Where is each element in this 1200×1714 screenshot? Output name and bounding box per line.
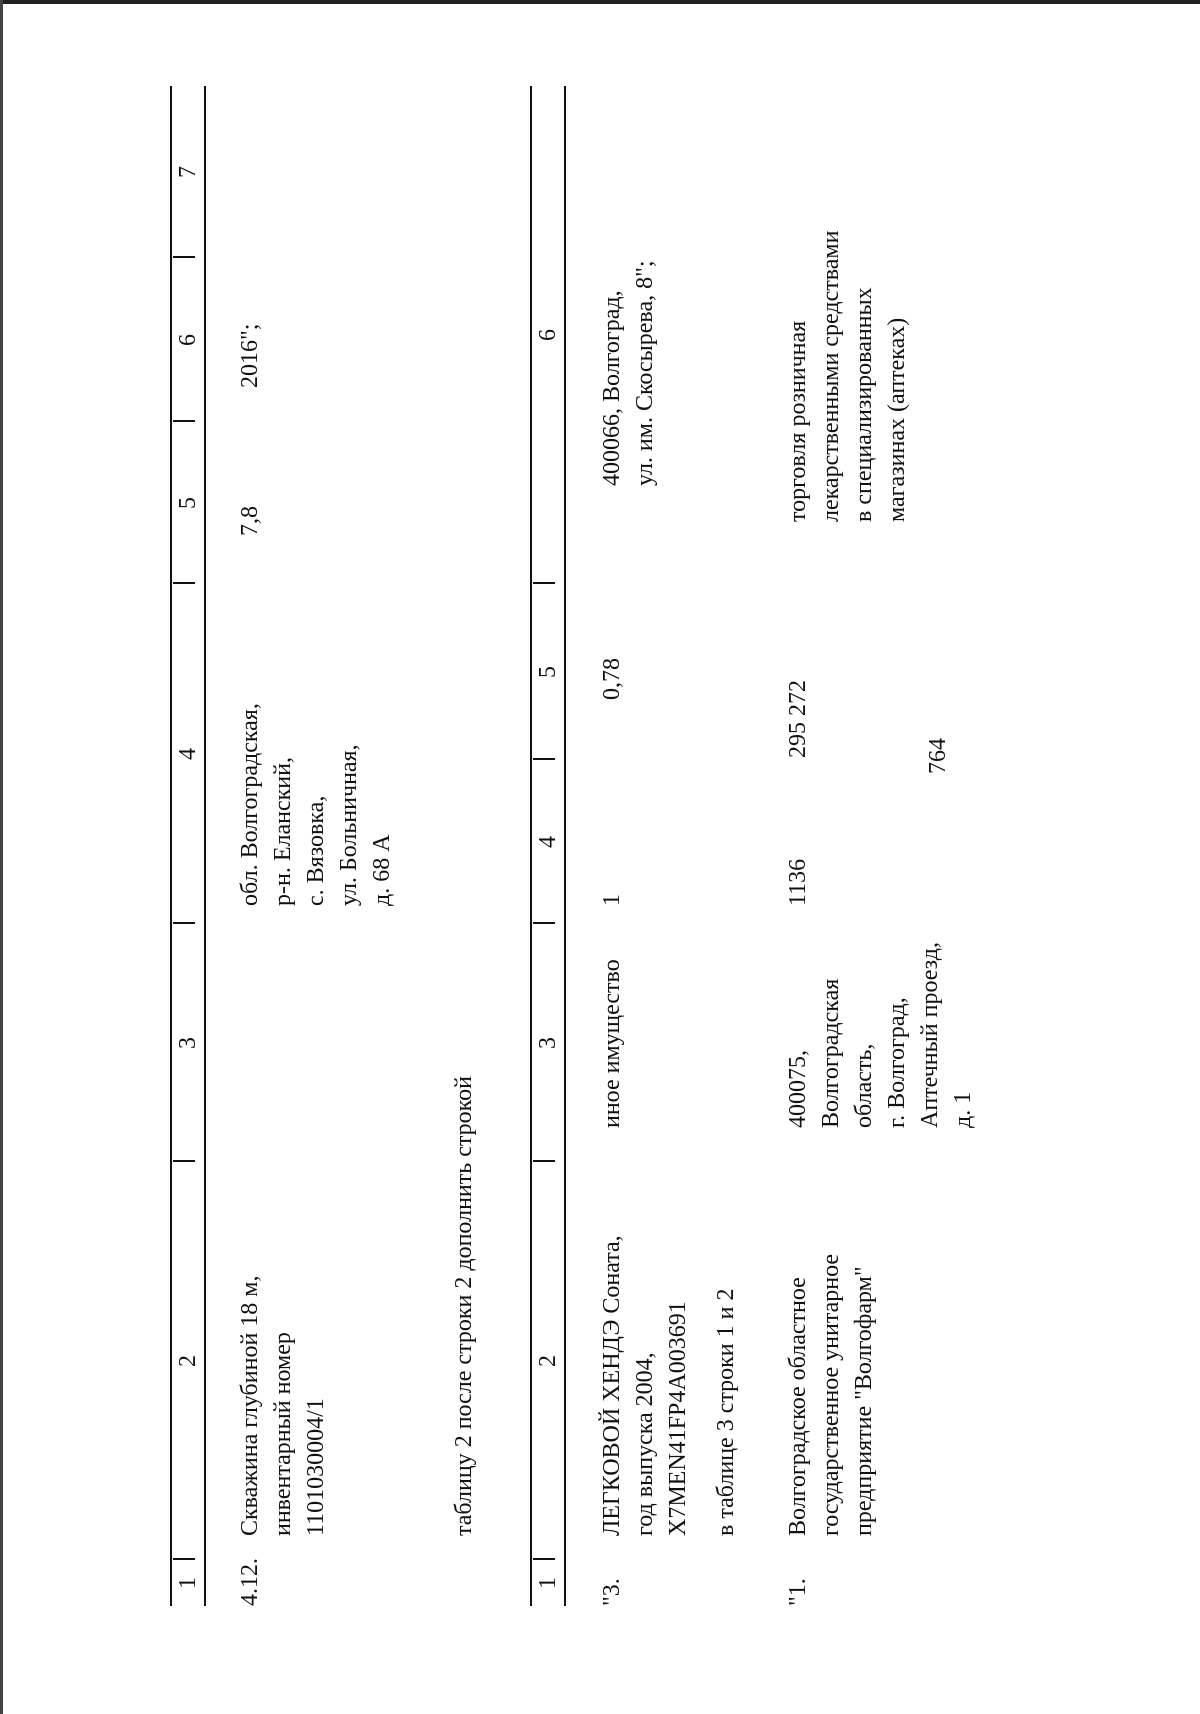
table2-row-number: "3. — [599, 1578, 625, 1606]
table1-col2-line3: 1101030004/1 — [303, 1398, 329, 1536]
table1-col4-line4: ул. Больничная, — [336, 744, 362, 906]
table1-header-col3: 3 — [175, 1037, 201, 1049]
table1-header-col7: 7 — [175, 166, 201, 178]
table2-header-col6: 6 — [535, 329, 561, 341]
table2-header-col1: 1 — [535, 1577, 561, 1589]
table3-col3-line3: область, — [851, 1043, 877, 1128]
page-number: 764 — [925, 738, 951, 774]
table2-col5-value: 0,78 — [599, 658, 625, 700]
table1-col2-line2: инвентарный номер — [270, 1332, 296, 1536]
table2-header-col5: 5 — [535, 666, 561, 678]
table3-col3-line5: Аптечный проезд, — [917, 942, 943, 1128]
table1-col4-line1: обл. Волгоградская, — [237, 703, 263, 906]
table2-col3-value: иное имущество — [599, 959, 625, 1128]
table1-header-col6: 6 — [175, 334, 201, 346]
table3-col2-line3: предприятие "Волгофарм" — [851, 1266, 877, 1536]
table2-col4-value: 1 — [599, 894, 625, 906]
instruction-table3: в таблице 3 строки 1 и 2 — [713, 1288, 739, 1536]
table2-header-col2: 2 — [535, 1355, 561, 1367]
rotated-page — [170, 86, 1070, 1606]
table3-col4-value: 1136 — [785, 858, 811, 906]
instruction-table2: таблицу 2 после строки 2 дополнить строкой — [451, 1076, 477, 1536]
table2-col6-line1: 400066, Волгоград, — [599, 290, 625, 486]
table3-col3-line6: д. 1 — [950, 1091, 976, 1128]
table3-col6-line3: в специализированных — [851, 287, 877, 522]
table3-col6-line4: магазинах (аптеках) — [884, 317, 910, 522]
table2-header-col4: 4 — [535, 836, 561, 848]
table3-col3-line1: 400075, — [785, 1050, 811, 1128]
table1-header-col1: 1 — [175, 1577, 201, 1589]
table1-row-number: 4.12. — [237, 1558, 263, 1606]
table2-col2-line2: год выпуска 2004, — [632, 1352, 658, 1536]
table1-header-col2: 2 — [175, 1355, 201, 1367]
table2-col2-line3: X7MEN41FP4A003691 — [665, 1301, 691, 1536]
table3-col5-value: 295 272 — [785, 680, 811, 758]
table1-col4-line5: д. 68 А — [369, 834, 395, 906]
table3-col3-line4: г. Волгоград, — [884, 997, 910, 1128]
table3-col3-line2: Волгоградская — [818, 978, 844, 1128]
table3-col6-line1: торговля розничная — [785, 320, 811, 522]
table1-header-col5: 5 — [175, 497, 201, 509]
table1-header-col4: 4 — [175, 748, 201, 760]
scan-left-edge — [0, 0, 3, 1714]
table2-header-col3: 3 — [535, 1037, 561, 1049]
table1-col2-line1: Скважина глубиной 18 м, — [237, 1275, 263, 1536]
table3-col2-line2: государственное унитарное — [818, 1253, 844, 1536]
table1-col6-value: 2016"; — [237, 323, 263, 388]
table1-col4-line2: р-н. Еланский, — [270, 757, 296, 906]
table1-col5-value: 7,8 — [237, 506, 263, 536]
table3-col6-line2: лекарственными средствами — [818, 230, 844, 522]
table1-col4-line3: с. Вязовка, — [303, 795, 329, 906]
table3-col2-line1: Волгоградское областное — [785, 1277, 811, 1536]
table3-row-number: "1. — [785, 1578, 811, 1606]
scan-top-edge — [0, 0, 1200, 4]
table2-col2-line1: ЛЕГКОВОЙ ХЕНДЭ Соната, — [599, 1235, 625, 1536]
table2-col6-line2: ул. им. Скосырева, 8"; — [632, 260, 658, 486]
